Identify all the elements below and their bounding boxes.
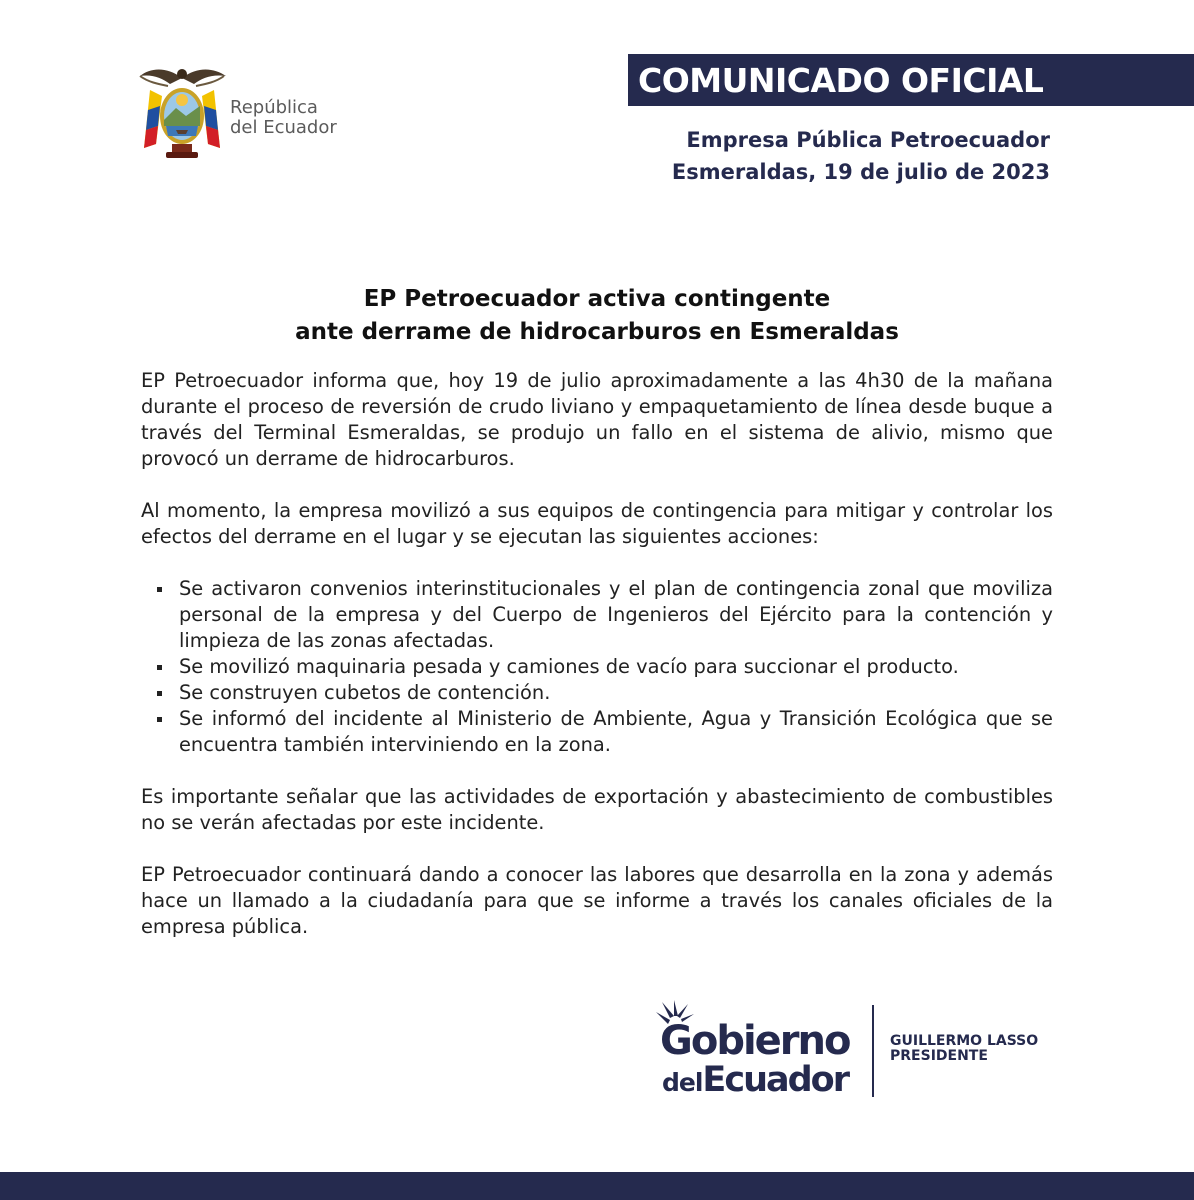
footer-bar	[0, 1172, 1194, 1200]
bullet-icon	[157, 587, 162, 592]
president-name: GUILLERMO LASSO	[890, 1033, 1039, 1049]
logo-line1: Gobierno	[660, 1018, 850, 1064]
logo-divider	[872, 1005, 874, 1097]
list-item-text: Se activaron convenios interinstitucionales y el plan de contingencia zonal que moviliza personal de la empresa y del Cuerpo de Ingenieros del Ejército para la contención y limpieza de las zonas afectadas.	[179, 577, 1053, 652]
issuer-name: Empresa Pública Petroecuador	[686, 128, 1050, 152]
list-item-text: Se informó del incidente al Ministerio de Ambiente, Agua y Transición Ecológica que se encuentra también interviniendo en la zona.	[179, 707, 1053, 756]
banner-title: COMUNICADO OFICIAL	[638, 61, 1044, 100]
republic-line1: República	[230, 97, 318, 118]
list-item	[141, 680, 1053, 706]
list-item	[141, 654, 1053, 680]
bullet-icon	[157, 691, 162, 696]
republic-line2: del Ecuador	[230, 117, 337, 138]
bullet-icon	[157, 717, 162, 722]
logo-line2-big: Ecuador	[702, 1060, 848, 1100]
logo-line2-small: del	[662, 1068, 703, 1097]
paragraph-2: Al momento, la empresa movilizó a sus equipos de contingencia para mitigar y controlar los efectos del derrame en el lugar y se ejecutan las siguientes acciones:	[141, 499, 1053, 548]
list-item-text: Se construyen cubetos de contención.	[179, 681, 551, 704]
list-item	[141, 706, 1053, 758]
place-date: Esmeraldas, 19 de julio de 2023	[671, 160, 1050, 184]
logo-line2	[662, 1060, 848, 1100]
list-item	[141, 576, 1053, 654]
gobierno-logo	[652, 998, 862, 1102]
republic-label	[230, 98, 337, 138]
president-block	[890, 1034, 1038, 1064]
ecuador-coat-of-arms-icon	[136, 60, 228, 164]
official-banner	[628, 54, 1194, 106]
list-item-text: Se movilizó maquinaria pesada y camiones de vacío para succionar el producto.	[179, 655, 959, 678]
paragraph-3: Es importante señalar que las actividades de exportación y abastecimiento de combustibles no se verán afectadas por este incidente.	[141, 785, 1053, 834]
headline-line1: EP Petroecuador activa contingente	[363, 286, 831, 312]
paragraph-1: EP Petroecuador informa que, hoy 19 de julio aproximadamente a las 4h30 de la mañana durante el proceso de reversión de crudo liviano y empaquetamiento de línea desde buque a través del Terminal Esmeraldas, se produjo un fallo en el sistema de alivio, mismo que provocó un derrame de hidrocarburos.	[141, 369, 1053, 470]
bullet-icon	[157, 665, 162, 670]
paragraph-4: EP Petroecuador continuará dando a conocer las labores que desarrolla en la zona y además hace un llamado a la ciudadanía para que se informe a través los canales oficiales de la empresa pública.	[141, 863, 1053, 938]
headline-line2: ante derrame de hidrocarburos en Esmeraldas	[295, 319, 899, 345]
issuer-block	[672, 124, 1050, 188]
president-title: PRESIDENTE	[890, 1048, 988, 1064]
actions-list	[141, 576, 1053, 758]
page-title	[0, 283, 1194, 349]
communique-body	[141, 368, 1053, 966]
